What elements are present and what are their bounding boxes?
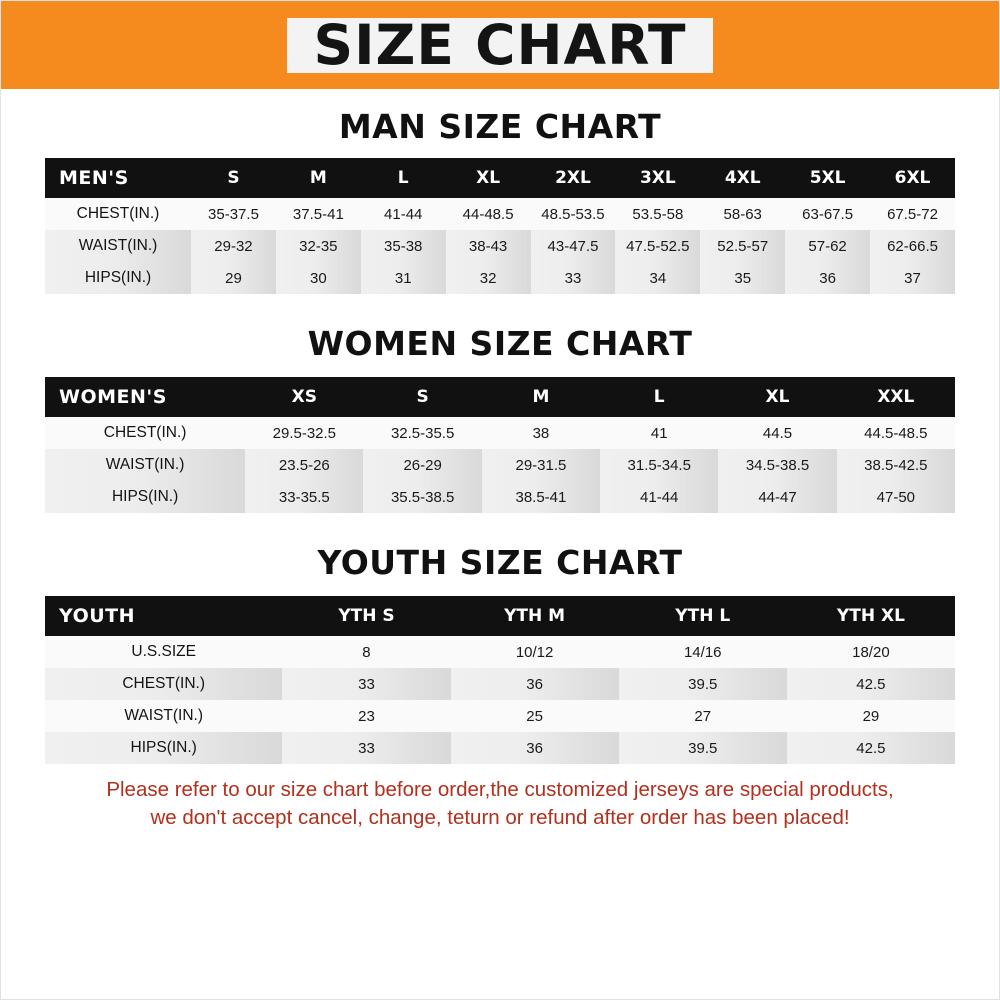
table-row [45,668,955,700]
row-label: HIPS(IN.) [45,732,282,764]
column-header: MEN'S [45,158,191,198]
cell: 36 [451,732,619,764]
cell: 38.5-42.5 [837,449,955,481]
table-row [45,449,955,481]
cell: 34.5-38.5 [718,449,836,481]
youth-size-chart [1,596,999,764]
column-header: S [363,377,481,417]
table-row [45,198,955,230]
column-header: XS [245,377,363,417]
column-header: M [276,158,361,198]
footer-note-line-1: Please refer to our size chart before order,the customized jerseys are special products, [106,778,894,801]
cell: 35-37.5 [191,198,276,230]
row-label: CHEST(IN.) [45,417,245,449]
cell: 32.5-35.5 [363,417,481,449]
cell: 48.5-53.5 [531,198,616,230]
cell: 35 [700,262,785,294]
cell: 58-63 [700,198,785,230]
column-header: 2XL [531,158,616,198]
table-row [45,732,955,764]
cell: 42.5 [787,732,955,764]
table-header-row [45,158,955,198]
section-title-youth: YOUTH SIZE CHART [317,543,683,582]
cell: 10/12 [451,636,619,668]
women-size-chart [1,377,999,513]
footer-note-line-2: we don't accept cancel, change, teturn or refund after order has been placed! [150,805,850,829]
cell: 34 [615,262,700,294]
cell: 52.5-57 [700,230,785,262]
column-header: XXL [837,377,955,417]
men-size-chart [1,158,999,294]
cell: 31.5-34.5 [600,449,718,481]
cell: 26-29 [363,449,481,481]
cell: 43-47.5 [531,230,616,262]
cell: 18/20 [787,636,955,668]
column-header: XL [718,377,836,417]
cell: 37.5-41 [276,198,361,230]
cell: 14/16 [619,636,787,668]
cell: 33 [531,262,616,294]
cell: 38-43 [446,230,531,262]
column-header: YTH L [619,596,787,636]
table-row [45,417,955,449]
section-title-men: MAN SIZE CHART [338,107,662,146]
cell: 44-47 [718,481,836,513]
column-header: M [482,377,600,417]
cell: 33 [282,668,450,700]
column-header: L [361,158,446,198]
cell: 47-50 [837,481,955,513]
cell: 37 [870,262,955,294]
cell: 57-62 [785,230,870,262]
cell: 23 [282,700,450,732]
table-row [45,262,955,294]
cell: 44-48.5 [446,198,531,230]
cell: 27 [619,700,787,732]
row-label: HIPS(IN.) [45,262,191,294]
row-label: WAIST(IN.) [45,230,191,262]
table-header-row [45,596,955,636]
column-header: L [600,377,718,417]
column-header: 3XL [615,158,700,198]
cell: 44.5 [718,417,836,449]
page-title: SIZE CHART [287,18,712,73]
cell: 36 [785,262,870,294]
cell: 8 [282,636,450,668]
cell: 44.5-48.5 [837,417,955,449]
cell: 29-31.5 [482,449,600,481]
cell: 62-66.5 [870,230,955,262]
cell: 47.5-52.5 [615,230,700,262]
cell: 29.5-32.5 [245,417,363,449]
cell: 42.5 [787,668,955,700]
youth-size-table [45,596,955,764]
column-header: YOUTH [45,596,282,636]
cell: 41-44 [361,198,446,230]
cell: 32-35 [276,230,361,262]
row-label: CHEST(IN.) [45,198,191,230]
cell: 36 [451,668,619,700]
table-row [45,481,955,513]
cell: 31 [361,262,446,294]
women-size-table [45,377,955,513]
table-header-row [45,377,955,417]
row-label: HIPS(IN.) [45,481,245,513]
cell: 32 [446,262,531,294]
table-row [45,700,955,732]
section-title-women: WOMEN SIZE CHART [307,324,693,363]
column-header: WOMEN'S [45,377,245,417]
cell: 38 [482,417,600,449]
cell: 39.5 [619,668,787,700]
column-header: 5XL [785,158,870,198]
cell: 33 [282,732,450,764]
cell: 23.5-26 [245,449,363,481]
cell: 53.5-58 [615,198,700,230]
column-header: 4XL [700,158,785,198]
table-row [45,636,955,668]
row-label: U.S.SIZE [45,636,282,668]
column-header: YTH M [451,596,619,636]
table-row [45,230,955,262]
cell: 38.5-41 [482,481,600,513]
cell: 25 [451,700,619,732]
row-label: WAIST(IN.) [45,700,282,732]
cell: 63-67.5 [785,198,870,230]
cell: 41 [600,417,718,449]
cell: 35-38 [361,230,446,262]
cell: 35.5-38.5 [363,481,481,513]
cell: 39.5 [619,732,787,764]
footer-note [1,764,999,831]
column-header: 6XL [870,158,955,198]
row-label: WAIST(IN.) [45,449,245,481]
header-banner [1,1,999,89]
cell: 41-44 [600,481,718,513]
column-header: YTH XL [787,596,955,636]
column-header: S [191,158,276,198]
row-label: CHEST(IN.) [45,668,282,700]
cell: 30 [276,262,361,294]
cell: 33-35.5 [245,481,363,513]
cell: 67.5-72 [870,198,955,230]
cell: 29 [787,700,955,732]
column-header: YTH S [282,596,450,636]
column-header: XL [446,158,531,198]
cell: 29 [191,262,276,294]
cell: 29-32 [191,230,276,262]
men-size-table [45,158,955,294]
